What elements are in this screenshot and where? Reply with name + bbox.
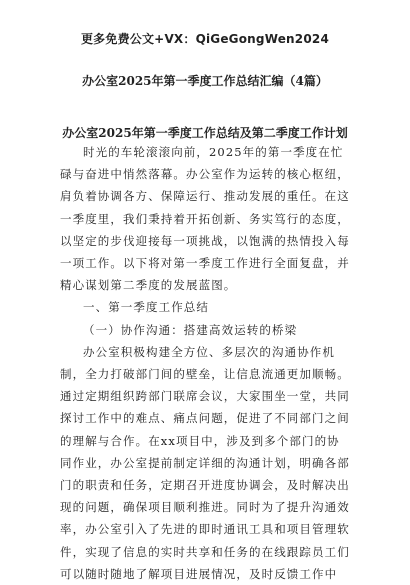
document-title: 办公室2025年第一季度工作总结汇编（4篇）: [82, 74, 328, 88]
body-paragraph: 办公室积极构建全方位、多层次的沟通协作机制，全力打破部门间的壁垒，让信息流通更加顺畅。通过定期组织跨部门联席会议，大家围坐一堂，共同探讨工作中的难点、痛点问题，促进了不同部门之间的理解与合作。在xx项目中，涉及到多个部门的协同作业，办公室提前制定详细的沟通计划，明确各部门的职责和任务，定期召开进度协调会，及时解决出现的问题，确保项目顺利推进。同时为了提升沟通效率，办公室引入了先进的即时通讯工具和项目管理软件，实现了信息的实时共享和任务的在线跟踪员工们可以随时随地了解项目进展情况，及时反馈工作中: [60, 344, 350, 581]
section-heading: 一、第一季度工作总结: [83, 300, 209, 315]
article-title: 办公室2025年第一季度工作总结及第二季度工作计划: [62, 126, 348, 140]
promo-banner: 更多免费公文+VX：QiGeGongWen2024: [80, 32, 329, 46]
intro-block: [60, 141, 352, 585]
intro-paragraph: 时光的车轮滚滚向前，2025年的第一季度在忙碌与奋进中悄然落幕。办公室作为运转的核心枢纽，肩负着协调各方、保障运行、推动发展的重任。在这一季度里，我们秉持着开拓创新、务实笃行的态度，以坚定的步伐迎接每一项挑战，以饱满的热情投入每一项工作。以下将对第一季度工作进行全面复盘，并精心谋划第二季度的发展蓝图。: [60, 145, 350, 293]
subsection-heading: （一）协作沟通：搭建高效运转的桥梁: [83, 322, 298, 337]
